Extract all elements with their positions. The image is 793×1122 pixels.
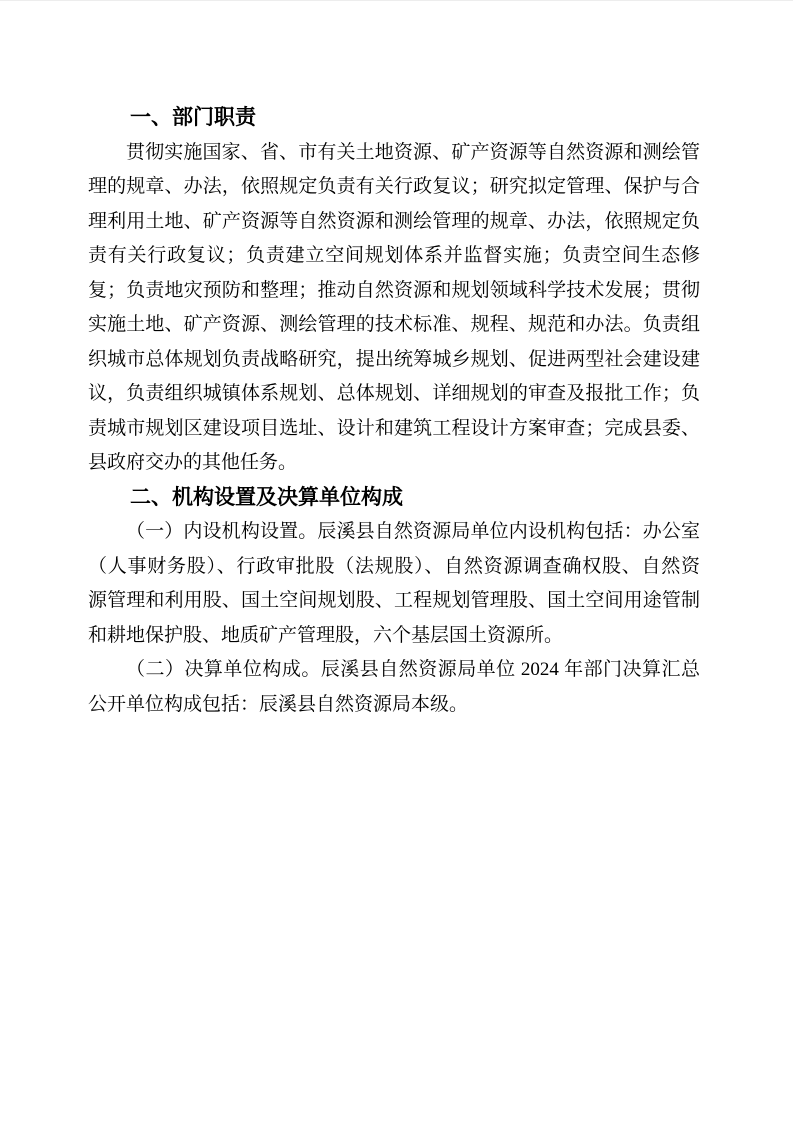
text-line: （一）内设机构设置。辰溪县自然资源局单位内设机构包括：办公室 (126, 521, 700, 542)
document-content (88, 101, 700, 722)
text-line: 源管理和利用股、国土空间规划股、工程规划管理股、国土空间用途管制 (88, 590, 700, 611)
text-line: （二）决算单位构成。辰溪县自然资源局单位 2024 年部门决算汇总 (126, 659, 700, 680)
text-line: 贯彻实施国家、省、市有关土地资源、矿产资源等自然资源和测绘管 (126, 141, 700, 163)
text-line: 理的规章、办法，依照规定负责有关行政复议；研究拟定管理、保护与合 (88, 176, 700, 197)
text-line: 复；负责地灾预防和整理；推动自然资源和规划领域科学技术发展；贯彻 (88, 279, 700, 301)
text-line: （人事财务股）、行政审批股（法规股）、自然资源调查确权股、自然资 (88, 555, 700, 577)
text-line: 理利用土地、矿产资源等自然资源和测绘管理的规章、办法，依照规定负 (88, 210, 700, 232)
text-line: 责有关行政复议；负责建立空间规划体系并监督实施；负责空间生态修 (88, 245, 700, 266)
text-line: 县政府交办的其他任务。 (88, 452, 298, 473)
text-line: 公开单位构成包括：辰溪县自然资源局本级。 (88, 693, 469, 715)
section-heading: 一、部门职责 (130, 106, 256, 129)
text-line: 织城市总体规划负责战略研究，提出统筹城乡规划、促进两型社会建设建 (88, 348, 700, 370)
text-line: 实施土地、矿产资源、测绘管理的技术标准、规程、规范和办法。负责组 (88, 314, 700, 335)
text-line: 责城市规划区建设项目选址、设计和建筑工程设计方案审查；完成县委、 (88, 417, 700, 439)
text-line: 议，负责组织城镇体系规划、总体规划、详细规划的审查及报批工作；负 (88, 383, 700, 404)
text-line: 和耕地保护股、地质矿产管理股，六个基层国土资源所。 (88, 624, 564, 646)
section-heading: 二、机构设置及决算单位构成 (130, 485, 403, 509)
